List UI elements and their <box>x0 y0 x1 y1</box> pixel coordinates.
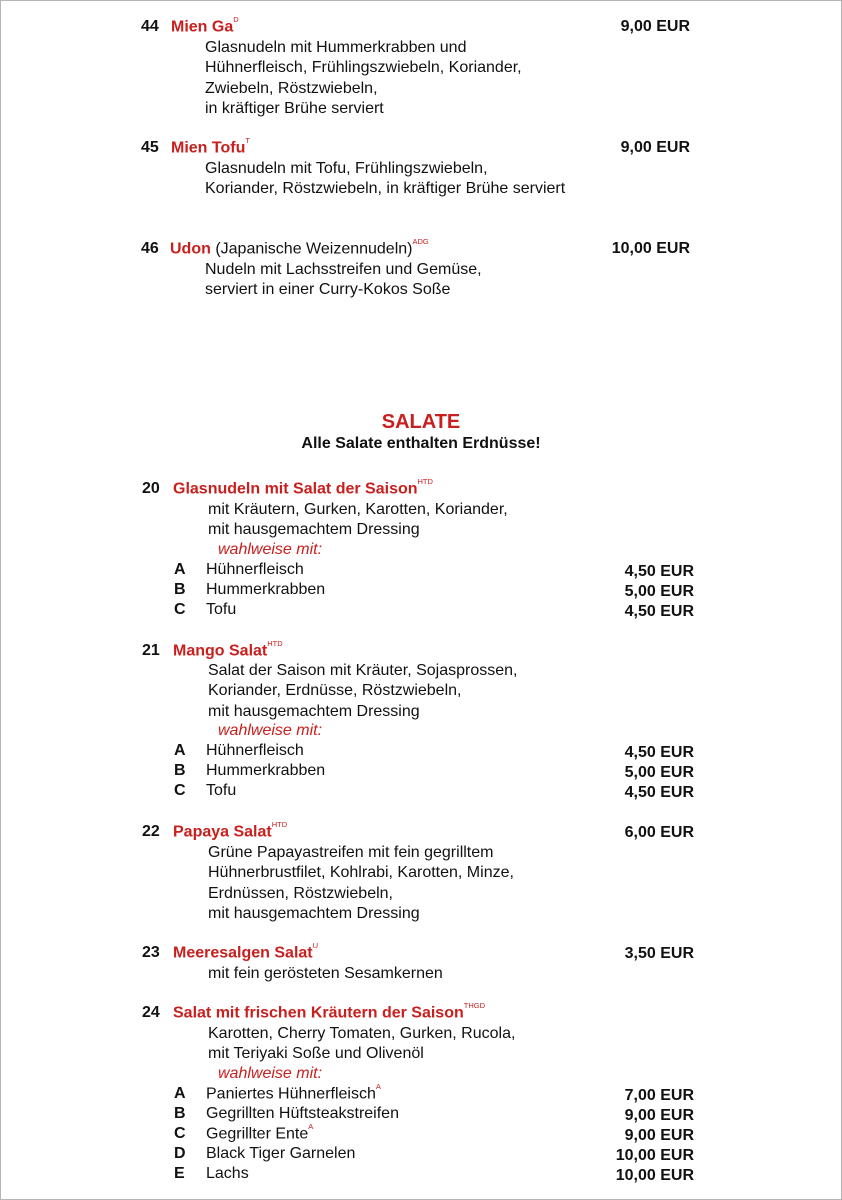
option-label: Gegrillten Hüftsteakstreifen <box>206 1105 399 1122</box>
option-label: Paniertes Hühnerfleisch$^A$ <box>206 1082 381 1103</box>
option-price: 9,00 EUR <box>624 1107 694 1124</box>
option-price: 10,00 EUR <box>615 1147 694 1164</box>
item-name: Meeresalgen Salat$^U$ <box>173 941 319 962</box>
item-description: mit fein gerösteten Sesamkernen <box>208 965 443 982</box>
item-name: Salat mit frischen Kräutern der Saison$^{THGD}$ <box>173 1001 485 1022</box>
item-price: 10,00 EUR <box>611 240 690 257</box>
allergen-codes: D <box>233 15 239 24</box>
option-price: 4,50 EUR <box>624 784 694 801</box>
option-letter: B <box>174 762 186 779</box>
item-price: 3,50 EUR <box>624 945 694 962</box>
option-label: Gegrillter Ente$^A$ <box>206 1122 314 1143</box>
item-number: 45 <box>141 139 159 156</box>
option-price: 10,00 EUR <box>615 1167 694 1184</box>
item-number: 44 <box>141 18 159 35</box>
allergen-codes: ADG <box>412 237 429 246</box>
option-price: 9,00 EUR <box>624 1127 694 1144</box>
item-description: Glasnudeln mit Tofu, Frühlingszwiebeln, Koriander, Röstzwiebeln, in kräftiger Brühe serviert <box>205 160 566 198</box>
item-description: Salat der Saison mit Kräuter, Sojasprossen, Koriander, Erdnüsse, Röstzwiebeln, mit hausgemachtem Dressing <box>208 662 518 720</box>
item-name: Glasnudeln mit Salat der Saison$^{HTD}$ <box>173 477 433 498</box>
options-label: wahlweise mit: <box>218 722 323 739</box>
item-name: Udon (Japanische Weizennudeln)$^{ADG}$ <box>170 237 429 258</box>
option-letter: C <box>174 782 186 799</box>
item-number: 21 <box>142 642 160 659</box>
option-letter: A <box>174 561 186 578</box>
option-label: Lachs <box>206 1165 249 1182</box>
option-price: 4,50 EUR <box>624 563 694 580</box>
item-price: 9,00 EUR <box>620 139 690 156</box>
item-name: Mien $Ga^D$ <box>171 15 239 36</box>
allergen-codes: U <box>312 941 319 950</box>
option-letter: A <box>174 742 186 759</box>
item-number: 20 <box>142 480 160 497</box>
option-letter: E <box>174 1165 185 1182</box>
option-letter: A <box>174 1085 186 1102</box>
section-subtitle: Alle Salate enthalten Erdnüsse! <box>301 435 541 452</box>
options-label: wahlweise mit: <box>218 541 323 558</box>
option-label: Hühnerfleisch <box>206 742 304 759</box>
allergen-codes: HTD <box>267 639 283 648</box>
item-description: Karotten, Cherry Tomaten, Gurken, Rucola, mit Teriyaki Soße und Olivenöl <box>208 1025 516 1063</box>
allergen-codes: A <box>308 1122 314 1131</box>
item-description: Nudeln mit Lachsstreifen und Gemüse, serviert in einer Curry-Kokos Soße <box>205 261 482 299</box>
item-description: Glasnudeln mit Hummerkrabben und Hühnerfleisch, Frühlingszwiebeln, Koriander, Zwiebeln, Röstzwiebeln, in kräftiger Brühe serviert <box>205 39 522 117</box>
option-letter: B <box>174 581 186 598</box>
option-letter: C <box>174 601 186 618</box>
item-number: 23 <box>142 944 160 961</box>
option-label: Black Tiger Garnelen <box>206 1145 356 1162</box>
option-price: 4,50 EUR <box>624 744 694 761</box>
allergen-codes: THGD <box>463 1001 485 1010</box>
option-price: 7,00 EUR <box>624 1087 694 1104</box>
section-title: SALATE <box>381 411 461 433</box>
item-name: Papaya Salat$^{HTD}$ <box>173 820 288 841</box>
item-price: 9,00 EUR <box>620 18 690 35</box>
option-letter: C <box>174 1125 186 1142</box>
option-label: Hühnerfleisch <box>206 561 304 578</box>
option-price: 4,50 EUR <box>624 603 694 620</box>
option-label: Hummerkrabben <box>206 762 326 779</box>
item-description: Grüne Papayastreifen mit fein gegrilltem Hühnerbrustfilet, Kohlrabi, Karotten, Minze, Erdnüssen, Röstzwiebeln, mit hausgemachtem Dressing <box>208 844 514 922</box>
options-label: wahlweise mit: <box>218 1065 323 1082</box>
item-number: 46 <box>141 240 159 257</box>
item-name: Mango Salat$^{HTD}$ <box>173 639 283 660</box>
item-number: 22 <box>142 823 160 840</box>
option-label: Tofu <box>206 601 237 618</box>
allergen-codes: HTD <box>271 820 288 829</box>
item-description: mit Kräutern, Gurken, Karotten, Koriander, mit hausgemachtem Dressing <box>208 501 508 539</box>
option-letter: D <box>174 1145 186 1162</box>
item-number: 24 <box>142 1004 160 1021</box>
allergen-codes: A <box>375 1082 381 1091</box>
option-letter: B <box>174 1105 186 1122</box>
item-price: 6,00 EUR <box>624 824 694 841</box>
option-price: 5,00 EUR <box>624 583 694 600</box>
allergen-codes: HTD <box>417 477 433 486</box>
option-label: Hummerkrabben <box>206 581 326 598</box>
option-label: Tofu <box>206 782 237 799</box>
item-name: Mien Tofu$^T$ <box>171 136 250 157</box>
item-subtitle: (Japanische Weizennudeln) <box>215 240 413 258</box>
option-price: 5,00 EUR <box>624 764 694 781</box>
allergen-codes: T <box>245 136 250 145</box>
